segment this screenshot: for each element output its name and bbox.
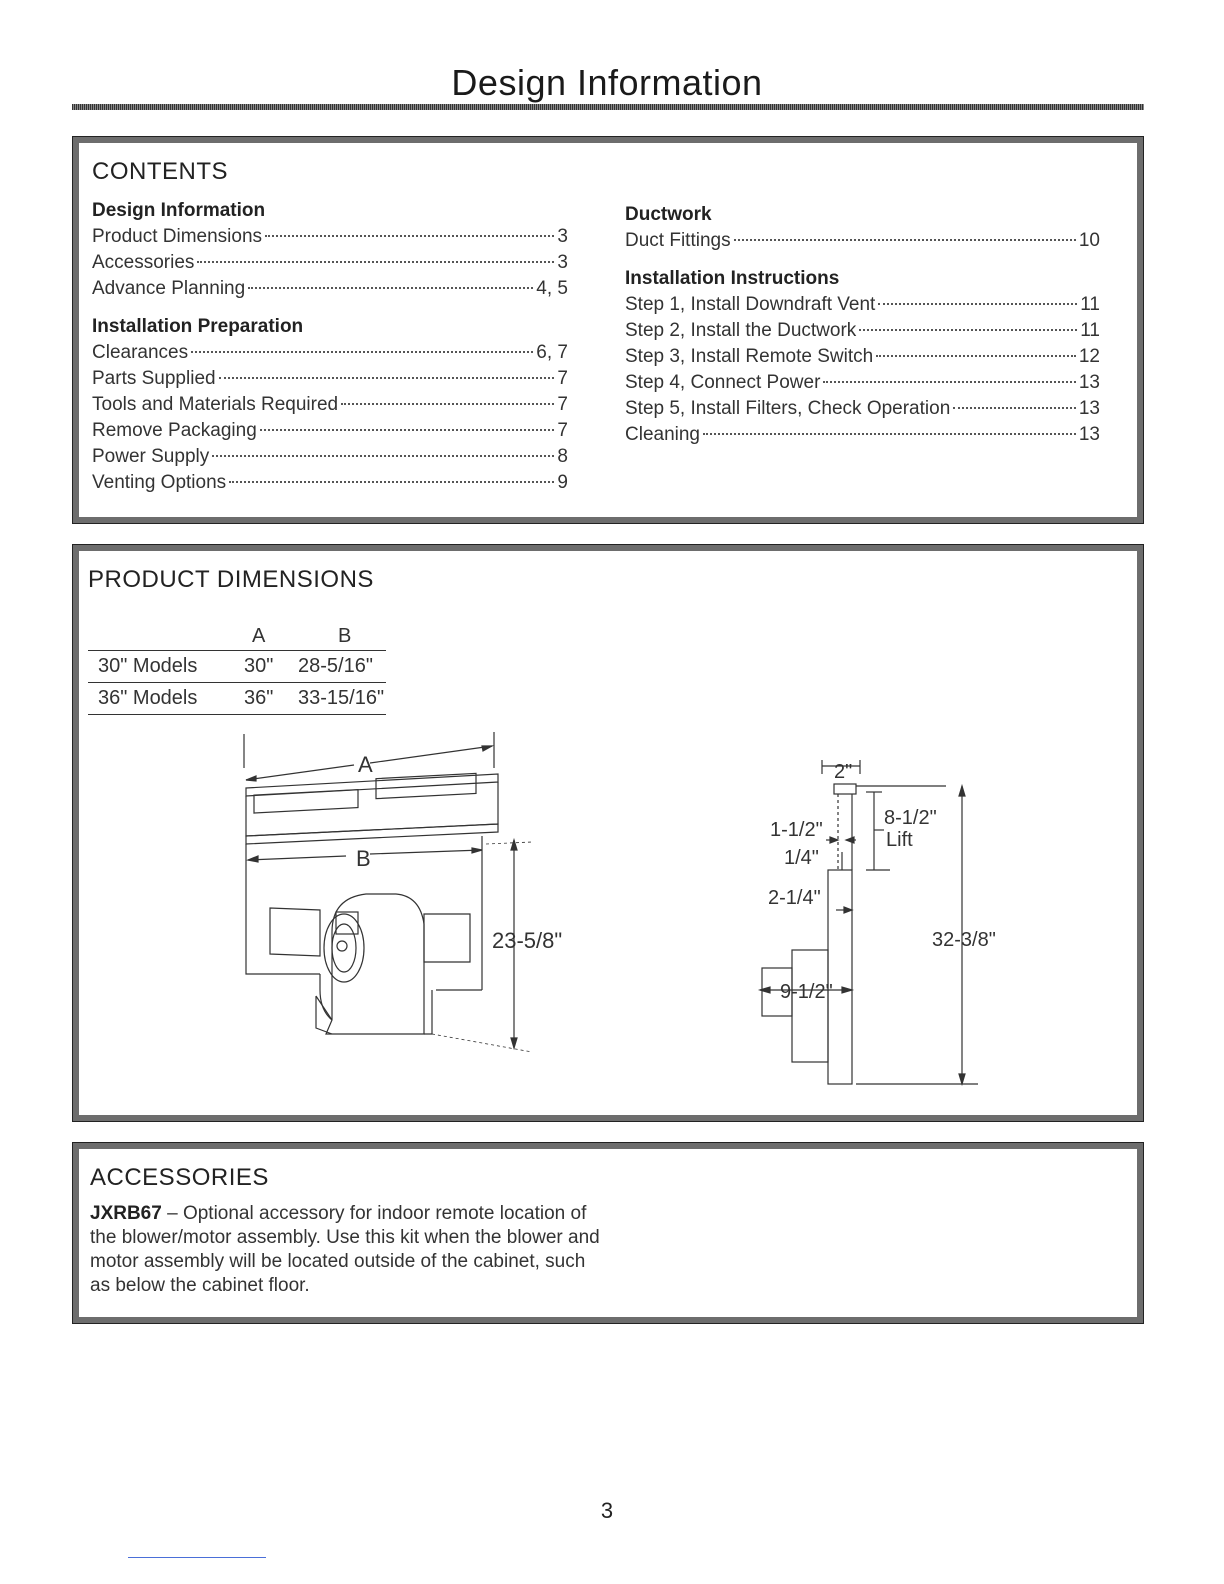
toc-item-product-dimensions[interactable]: [92, 224, 568, 250]
toc-item-page: 11: [1080, 294, 1100, 315]
toc-leader-dots: [859, 329, 1077, 331]
toc-group-ductwork: [625, 202, 1100, 254]
model-cell: 30" Models: [98, 655, 198, 677]
toc-item-label: Remove Packaging: [92, 420, 257, 441]
dimension-label-a: A: [358, 752, 373, 777]
dimension-a-cell: 36": [244, 687, 274, 709]
toc-item-label: Step 3, Install Remote Switch: [625, 346, 874, 367]
front-view-diagram: [236, 728, 566, 1060]
toc-leader-dots: [229, 481, 554, 483]
toc-leader-dots: [703, 433, 1076, 435]
toc-item-page: 3: [557, 252, 568, 273]
toc-item-label: Product Dimensions: [92, 226, 263, 247]
dimension-label-1-1-2: 1-1/2": [770, 819, 823, 841]
accessories-heading: ACCESSORIES: [90, 1164, 269, 1191]
dimension-label-height: 23-5/8": [492, 928, 563, 953]
side-view-diagram: [756, 756, 1016, 1090]
toc-item-step-2[interactable]: [625, 318, 1100, 344]
toc-item-label: Duct Fittings: [625, 230, 731, 251]
toc-item-label: Tools and Materials Required: [92, 394, 339, 415]
toc-item-page: 13: [1078, 398, 1100, 419]
toc-leader-dots: [265, 235, 554, 237]
toc-item-page: 11: [1080, 320, 1100, 341]
toc-leader-dots: [953, 407, 1076, 409]
dimension-label-1-4: 1/4": [784, 847, 819, 869]
toc-item-label: Venting Options: [92, 472, 227, 493]
accessory-part-number: JXRB67: [90, 1203, 162, 1224]
toc-item-label: Step 1, Install Downdraft Vent: [625, 294, 876, 315]
model-cell: 36" Models: [98, 687, 198, 709]
toc-item-page: 4, 5: [536, 278, 568, 299]
toc-group-title: Installation Preparation: [92, 316, 304, 337]
toc-item-page: 3: [557, 226, 568, 247]
toc-item-step-4[interactable]: [625, 370, 1100, 396]
toc-item-page: 7: [557, 394, 568, 415]
toc-item-page: 13: [1078, 424, 1100, 445]
contents-right-column: [625, 202, 1100, 448]
dimension-a-cell: 30": [244, 655, 274, 677]
toc-item-power-supply[interactable]: [92, 444, 568, 470]
toc-item-cleaning[interactable]: [625, 422, 1100, 448]
toc-leader-dots: [878, 303, 1077, 305]
dimension-label-lift: 8-1/2": [884, 807, 937, 829]
column-header-a: A: [252, 625, 266, 647]
toc-item-label: Power Supply: [92, 446, 210, 467]
toc-item-clearances[interactable]: [92, 340, 568, 366]
toc-leader-dots: [219, 377, 555, 379]
toc-item-remove-packaging[interactable]: [92, 418, 568, 444]
toc-leader-dots: [197, 261, 554, 263]
toc-item-label: Step 4, Connect Power: [625, 372, 821, 393]
toc-leader-dots: [734, 239, 1076, 241]
toc-item-accessories[interactable]: [92, 250, 568, 276]
product-dimensions-heading: PRODUCT DIMENSIONS: [88, 566, 374, 593]
dimension-label-top-width: 2": [834, 761, 853, 783]
toc-item-step-5[interactable]: [625, 396, 1100, 422]
toc-item-page: 13: [1078, 372, 1100, 393]
toc-leader-dots: [248, 287, 533, 289]
toc-item-step-3[interactable]: [625, 344, 1100, 370]
lift-label: Lift: [886, 829, 913, 851]
toc-item-parts-supplied[interactable]: [92, 366, 568, 392]
dimension-b-cell: 28-5/16": [298, 655, 373, 677]
toc-leader-dots: [823, 381, 1075, 383]
toc-item-label: Clearances: [92, 342, 189, 363]
toc-leader-dots: [876, 355, 1076, 357]
table-row: [88, 683, 386, 715]
toc-group-installation-preparation: [92, 314, 568, 496]
toc-item-label: Step 5, Install Filters, Check Operation: [625, 398, 951, 419]
dimension-label-total-height: 32-3/8": [932, 929, 996, 951]
toc-group-title: Design Information: [92, 200, 266, 221]
toc-item-venting-options[interactable]: [92, 470, 568, 496]
toc-item-label: Parts Supplied: [92, 368, 216, 389]
toc-item-page: 12: [1078, 346, 1100, 367]
toc-item-page: 7: [557, 420, 568, 441]
toc-item-label: Cleaning: [625, 424, 700, 445]
dimension-label-b: B: [356, 846, 371, 871]
toc-item-duct-fittings[interactable]: [625, 228, 1100, 254]
contents-heading: CONTENTS: [92, 158, 228, 185]
toc-group-title: Ductwork: [625, 204, 712, 225]
toc-item-label: Step 2, Install the Ductwork: [625, 320, 857, 341]
toc-item-tools-and-materials[interactable]: [92, 392, 568, 418]
dimensions-table-header: [88, 622, 386, 651]
column-header-b: B: [338, 625, 352, 647]
title-rule: [72, 104, 1144, 110]
toc-item-page: 8: [557, 446, 568, 467]
dimensions-table: [88, 622, 386, 715]
table-row: [88, 651, 386, 683]
toc-item-page: 10: [1078, 230, 1100, 251]
toc-leader-dots: [341, 403, 554, 405]
toc-item-page: 6, 7: [536, 342, 568, 363]
accessories-description: [90, 1202, 610, 1298]
toc-item-label: Advance Planning: [92, 278, 246, 299]
toc-leader-dots: [191, 351, 533, 353]
toc-leader-dots: [212, 455, 554, 457]
toc-item-advance-planning[interactable]: [92, 276, 568, 302]
footer-line: [128, 1557, 266, 1558]
accessory-description-text: – Optional accessory for indoor remote location of the blower/motor assembly. Use this kit when the blower and motor assembly will be located outside of the cabinet, such as below the cabinet floor.: [90, 1203, 600, 1296]
toc-group-title: Installation Instructions: [625, 268, 840, 289]
toc-item-label: Accessories: [92, 252, 195, 273]
toc-leader-dots: [260, 429, 555, 431]
page-number: 3: [600, 1498, 614, 1523]
dimension-label-depth: 9-1/2": [780, 981, 833, 1003]
toc-group-installation-instructions: [625, 266, 1100, 448]
toc-item-step-1[interactable]: [625, 292, 1100, 318]
contents-left-column: [92, 198, 568, 496]
toc-item-page: 7: [557, 368, 568, 389]
toc-group-design-information: [92, 198, 568, 302]
dimension-label-2-1-4: 2-1/4": [768, 887, 821, 909]
dimension-b-cell: 33-15/16": [298, 687, 385, 709]
page-title: Design Information: [451, 62, 763, 103]
toc-item-page: 9: [557, 472, 568, 493]
